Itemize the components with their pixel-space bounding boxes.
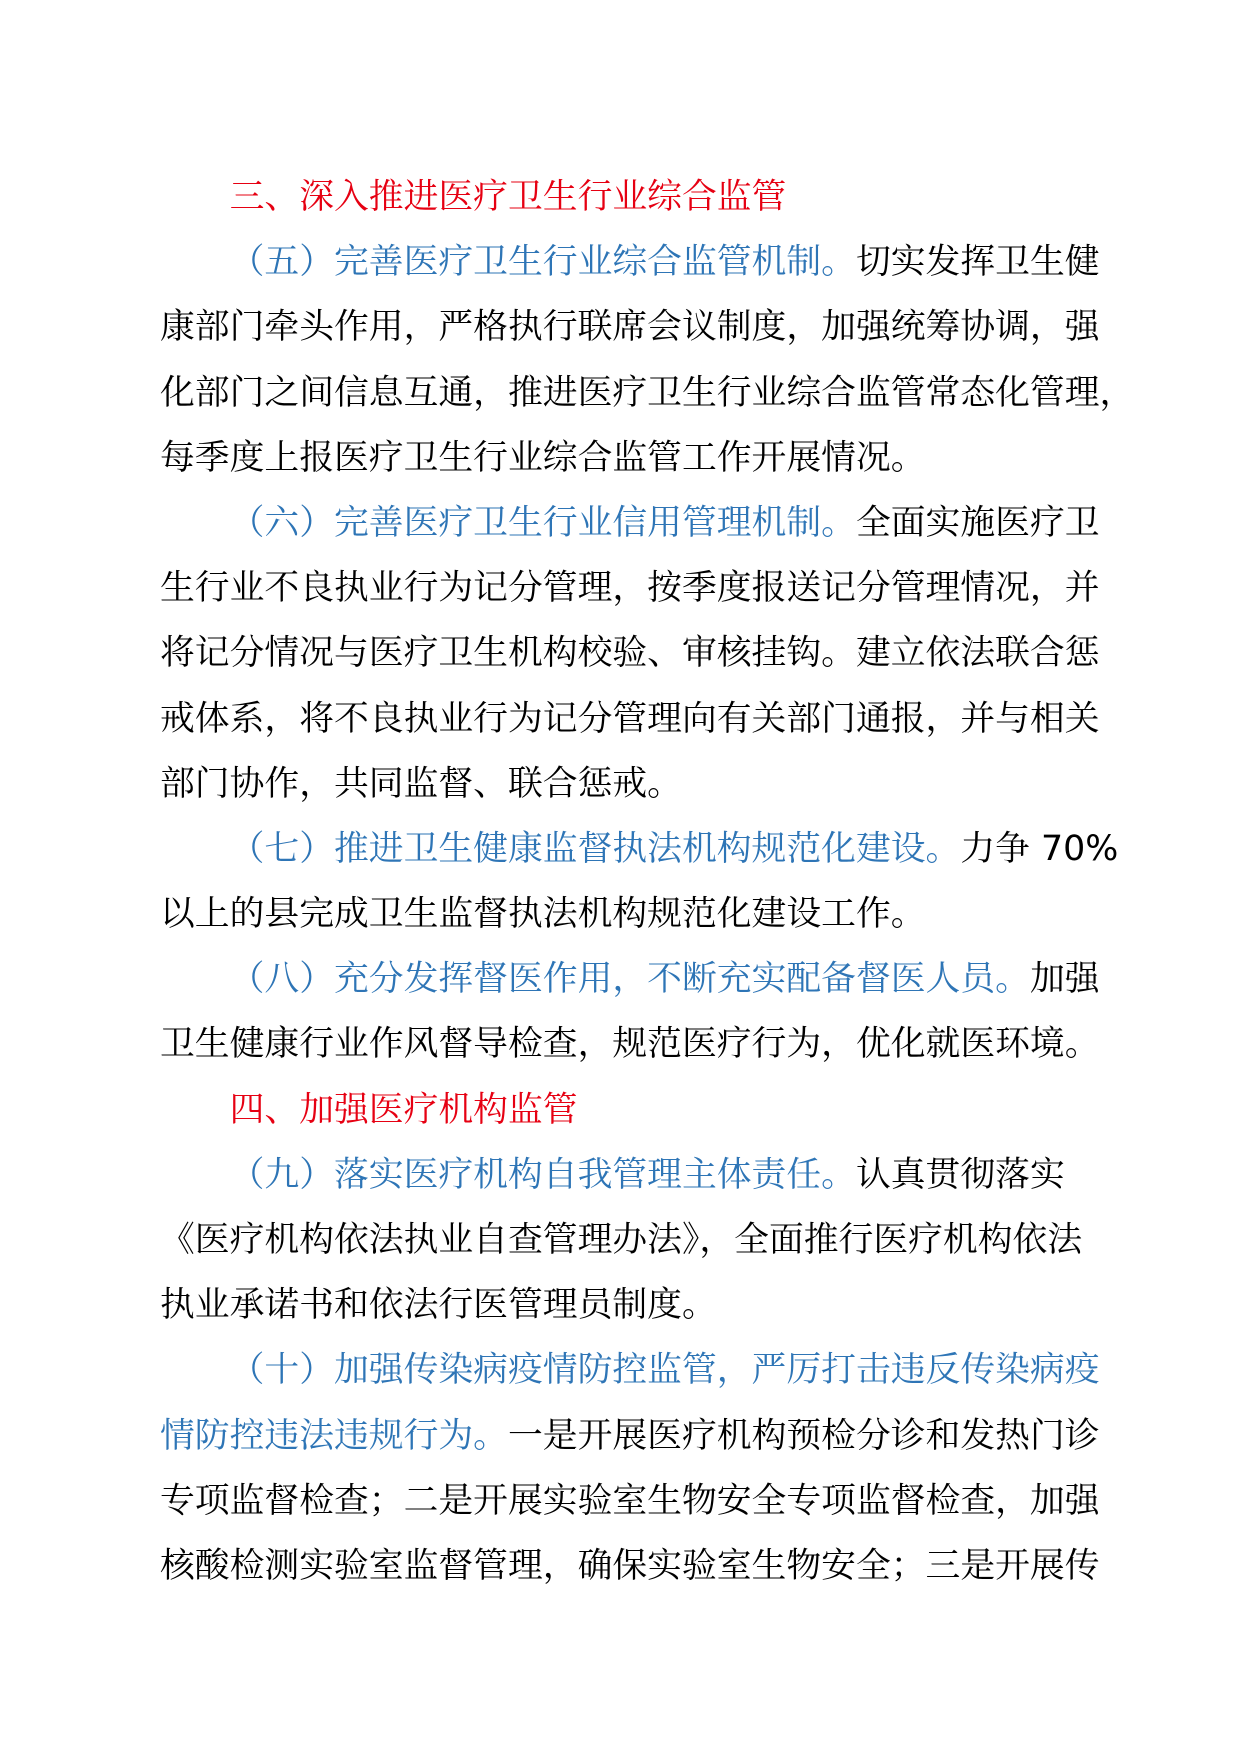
body-text: 认真贯彻落实 — [855, 1154, 1065, 1195]
body-text: 将记分情况与医疗卫生机构校验、审核挂钩。建立依法联合惩 — [160, 633, 1100, 674]
body-text: 专项监督检查；二是开展实验室生物安全专项监督检查，加强 — [160, 1480, 1100, 1521]
paragraph — [160, 230, 1170, 491]
paragraph-line — [160, 556, 1170, 621]
paragraph-line — [160, 947, 1170, 1012]
paragraph-line — [160, 1338, 1170, 1403]
paragraph-line — [160, 1534, 1170, 1599]
paragraph-line — [160, 752, 1170, 817]
lead-sentence: （十）加强传染病疫情防控监管，严厉打击违反传染病疫 — [229, 1350, 1100, 1391]
lead-sentence: （九）落实医疗机构自我管理主体责任。 — [229, 1154, 856, 1195]
paragraph-line — [160, 426, 1170, 491]
paragraph-line — [160, 1404, 1170, 1469]
paragraph-line — [160, 1208, 1170, 1273]
body-text: 生行业不良执业行为记分管理，按季度报送记分管理情况，并 — [160, 568, 1100, 609]
paragraph-line — [160, 1143, 1170, 1208]
body-text: 卫生健康行业作风督导检查，规范医疗行为，优化就医环境。 — [160, 1024, 1100, 1065]
paragraph-line — [160, 230, 1170, 295]
paragraph — [160, 817, 1170, 947]
paragraph-line — [160, 491, 1170, 556]
body-text: 康部门牵头作用，严格执行联席会议制度，加强统筹协调，强 — [160, 307, 1100, 348]
paragraph — [160, 491, 1170, 817]
paragraph-line — [160, 621, 1170, 686]
lead-sentence: （六）完善医疗卫生行业信用管理机制。 — [229, 502, 856, 543]
section-heading: 三、深入推进医疗卫生行业综合监管 — [229, 177, 787, 217]
body-text: 全面实施医疗卫 — [855, 502, 1100, 543]
lead-sentence: 情防控违法违规行为。 — [160, 1415, 508, 1456]
paragraph-line — [160, 1012, 1170, 1077]
paragraph — [160, 1143, 1170, 1339]
body-text: 以上的县完成卫生监督执法机构规范化建设工作。 — [160, 894, 926, 935]
section-heading: 四、加强医疗机构监管 — [229, 1089, 578, 1130]
paragraph — [160, 1338, 1170, 1599]
paragraph — [160, 947, 1170, 1077]
body-text: 《医疗机构依法执业自查管理办法》，全面推行医疗机构依法 — [160, 1220, 1083, 1260]
lead-sentence: （五）完善医疗卫生行业综合监管机制。 — [229, 242, 856, 283]
lead-sentence: （八）充分发挥督医作用，不断充实配备督医人员。 — [229, 959, 1030, 1000]
body-text: 力争 70% — [960, 828, 1119, 869]
body-text: 化部门之间信息互通，推进医疗卫生行业综合监管常态化管理， — [160, 372, 1135, 413]
lead-sentence: （七）推进卫生健康监督执法机构规范化建设。 — [229, 828, 961, 869]
body-text: 部门协作，共同监督、联合惩戒。 — [160, 763, 682, 804]
body-text: 一是开展医疗机构预检分诊和发热门诊 — [507, 1415, 1100, 1456]
body-text: 加强 — [1029, 959, 1100, 1000]
paragraph-line — [160, 1273, 1170, 1338]
paragraph-line — [160, 295, 1170, 360]
body-text: 每季度上报医疗卫生行业综合监管工作开展情况。 — [160, 437, 926, 478]
paragraph-line — [160, 817, 1170, 882]
paragraph-line — [160, 882, 1170, 947]
paragraph-line — [160, 1469, 1170, 1534]
body-text: 戒体系，将不良执业行为记分管理向有关部门通报，并与相关 — [160, 698, 1100, 739]
paragraph-line — [160, 361, 1170, 426]
paragraph-line — [160, 687, 1170, 752]
body-text: 执业承诺书和依法行医管理员制度。 — [160, 1285, 717, 1326]
document-body — [160, 165, 1170, 1599]
body-text: 切实发挥卫生健 — [855, 242, 1100, 283]
body-text: 核酸检测实验室监督管理，确保实验室生物安全；三是开展传 — [160, 1545, 1100, 1586]
